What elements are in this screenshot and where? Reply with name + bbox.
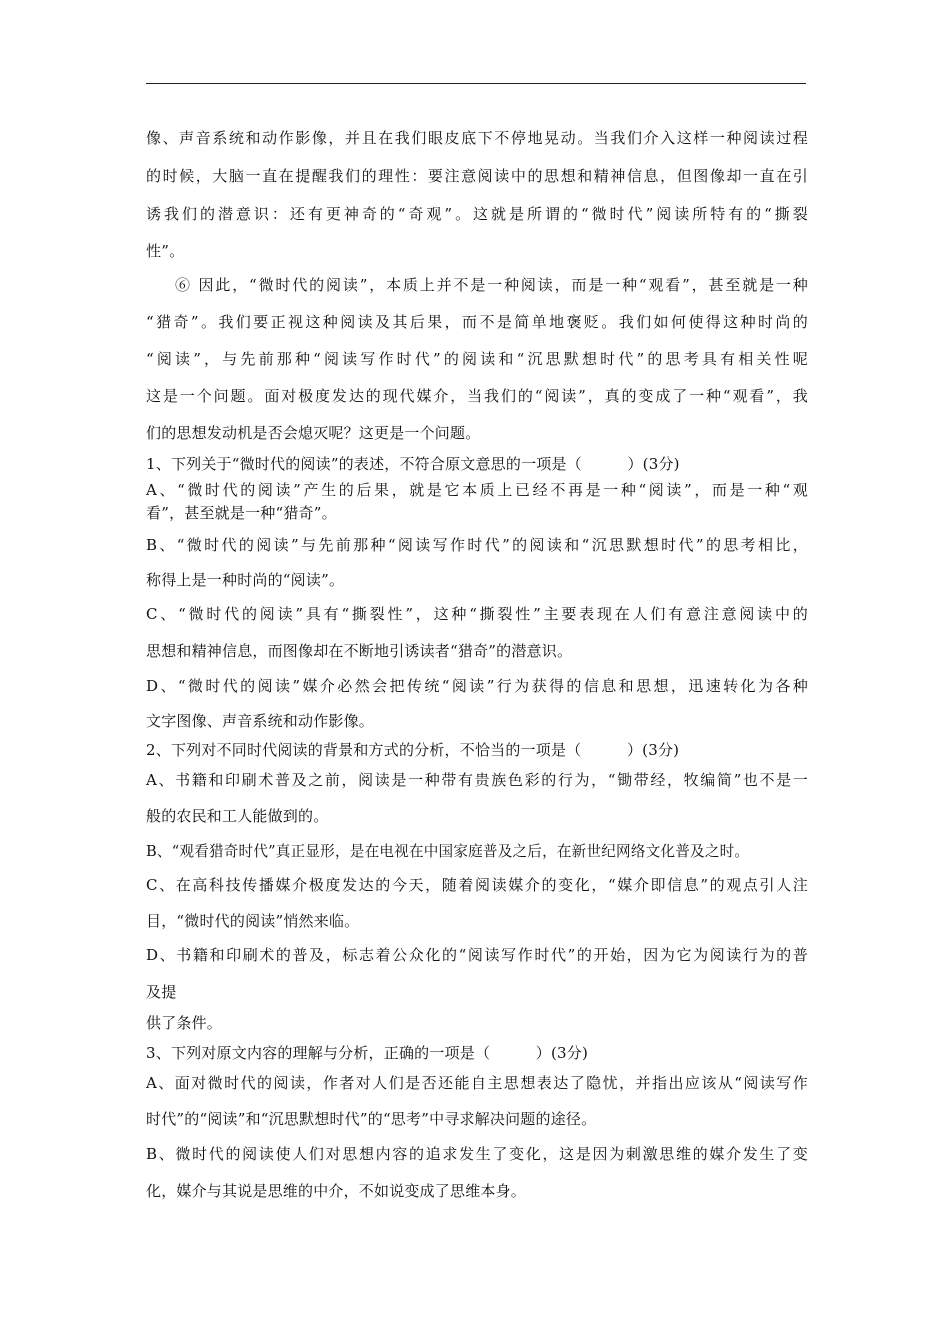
passage-line: 性”。: [146, 242, 185, 260]
option-d: D、书籍和印刷术的普及，标志着公众化的“阅读写作时代”的开始，因为它为阅读行为的普: [146, 946, 808, 964]
option-d: D、“微时代的阅读”媒介必然会把传统“阅读”行为获得的信息和思想，迅速转化为各种: [146, 677, 808, 695]
option-b-cont: 化，媒介与其说是思维的中介，不如说变成了思维本身。: [146, 1182, 527, 1200]
option-a: A、书籍和印刷术普及之前，阅读是一种带有贵族色彩的行为，“锄带经，牧编简”也不是一: [146, 771, 808, 789]
option-d-cont: 供了条件。: [146, 1014, 223, 1032]
passage-line: “阅读”，与先前那种“阅读写作时代”的阅读和“沉思默想时代”的思考具有相关性呢: [146, 350, 808, 368]
option-c: C、“微时代的阅读”具有“撕裂性”，这种“撕裂性”主要表现在人们有意注意阅读中的: [146, 605, 808, 623]
question-stem: 2、下列对不同时代阅读的背景和方式的分析，不恰当的一项是（ ）(3分): [146, 741, 680, 759]
passage-line: 的时候，大脑一直在提醒我们的理性：要注意阅读中的思想和精神信息，但图像却一直在引: [146, 167, 808, 185]
option-b: B、微时代的阅读使人们对思想内容的追求发生了变化，这是因为刺激思维的媒介发生了变: [146, 1145, 808, 1163]
passage-line: 像、声音系统和动作影像，并且在我们眼皮底下不停地晃动。当我们介入这样一种阅读过程: [146, 129, 808, 147]
option-c-cont: 思想和精神信息，而图像却在不断地引诱读者“猎奇”的潜意识。: [146, 642, 573, 660]
passage-line: 诱我们的潜意识：还有更神奇的“奇观”。这就是所谓的“微时代”阅读所特有的“撕裂: [146, 205, 808, 223]
question-stem: 1、下列关于“微时代的阅读”的表述，不符合原文意思的一项是（ ）(3分): [146, 455, 680, 473]
option-a: A、面对微时代的阅读，作者对人们是否还能自主思想表达了隐忧，并指出应该从“阅读写作: [146, 1074, 808, 1092]
option-b-cont: 称得上是一种时尚的“阅读”。: [146, 571, 345, 589]
option-a: A、“微时代的阅读”产生的后果，就是它本质上已经不再是一种“阅读”，而是一种“观: [146, 481, 808, 499]
option-b: B、“观看猎奇时代”真正显形，是在电视在中国家庭普及之后，在新世纪网络文化普及之时。: [146, 843, 750, 860]
option-a-cont: 看”，甚至就是一种“猎奇”。: [146, 504, 337, 522]
passage-line: 这是一个问题。面对极度发达的现代媒介，当我们的“阅读”，真的变成了一种“观看”，我: [146, 387, 808, 405]
passage-line: ⑥ 因此，“微时代的阅读”，本质上并不是一种阅读，而是一种“观看”，甚至就是一种: [175, 276, 808, 294]
question-stem: 3、下列对原文内容的理解与分析，正确的一项是（ ）(3分): [146, 1044, 588, 1062]
option-b: B、“微时代的阅读”与先前那种“阅读写作时代”的阅读和“沉思默想时代”的思考相比，: [146, 536, 808, 554]
option-d-cont: 文字图像、声音系统和动作影像。: [146, 712, 375, 730]
passage-line: “猎奇”。我们要正视这种阅读及其后果，而不是简单地褒贬。我们如何使得这种时尚的: [146, 313, 808, 331]
option-c-cont: 目，“微时代的阅读”悄然来临。: [146, 912, 360, 930]
option-c: C、在高科技传播媒介极度发达的今天，随着阅读媒介的变化，“媒介即信息”的观点引人注: [146, 876, 808, 894]
option-a-cont: 般的农民和工人能做到的。: [146, 807, 329, 825]
header-rule: [146, 83, 806, 84]
option-a-cont: 时代”的“阅读”和“沉思默想时代”的“思考”中寻求解决问题的途径。: [146, 1110, 597, 1128]
option-d-cont: 及提: [146, 983, 177, 1001]
passage-line: 们的思想发动机是否会熄灭呢？这更是一个问题。: [146, 424, 481, 442]
